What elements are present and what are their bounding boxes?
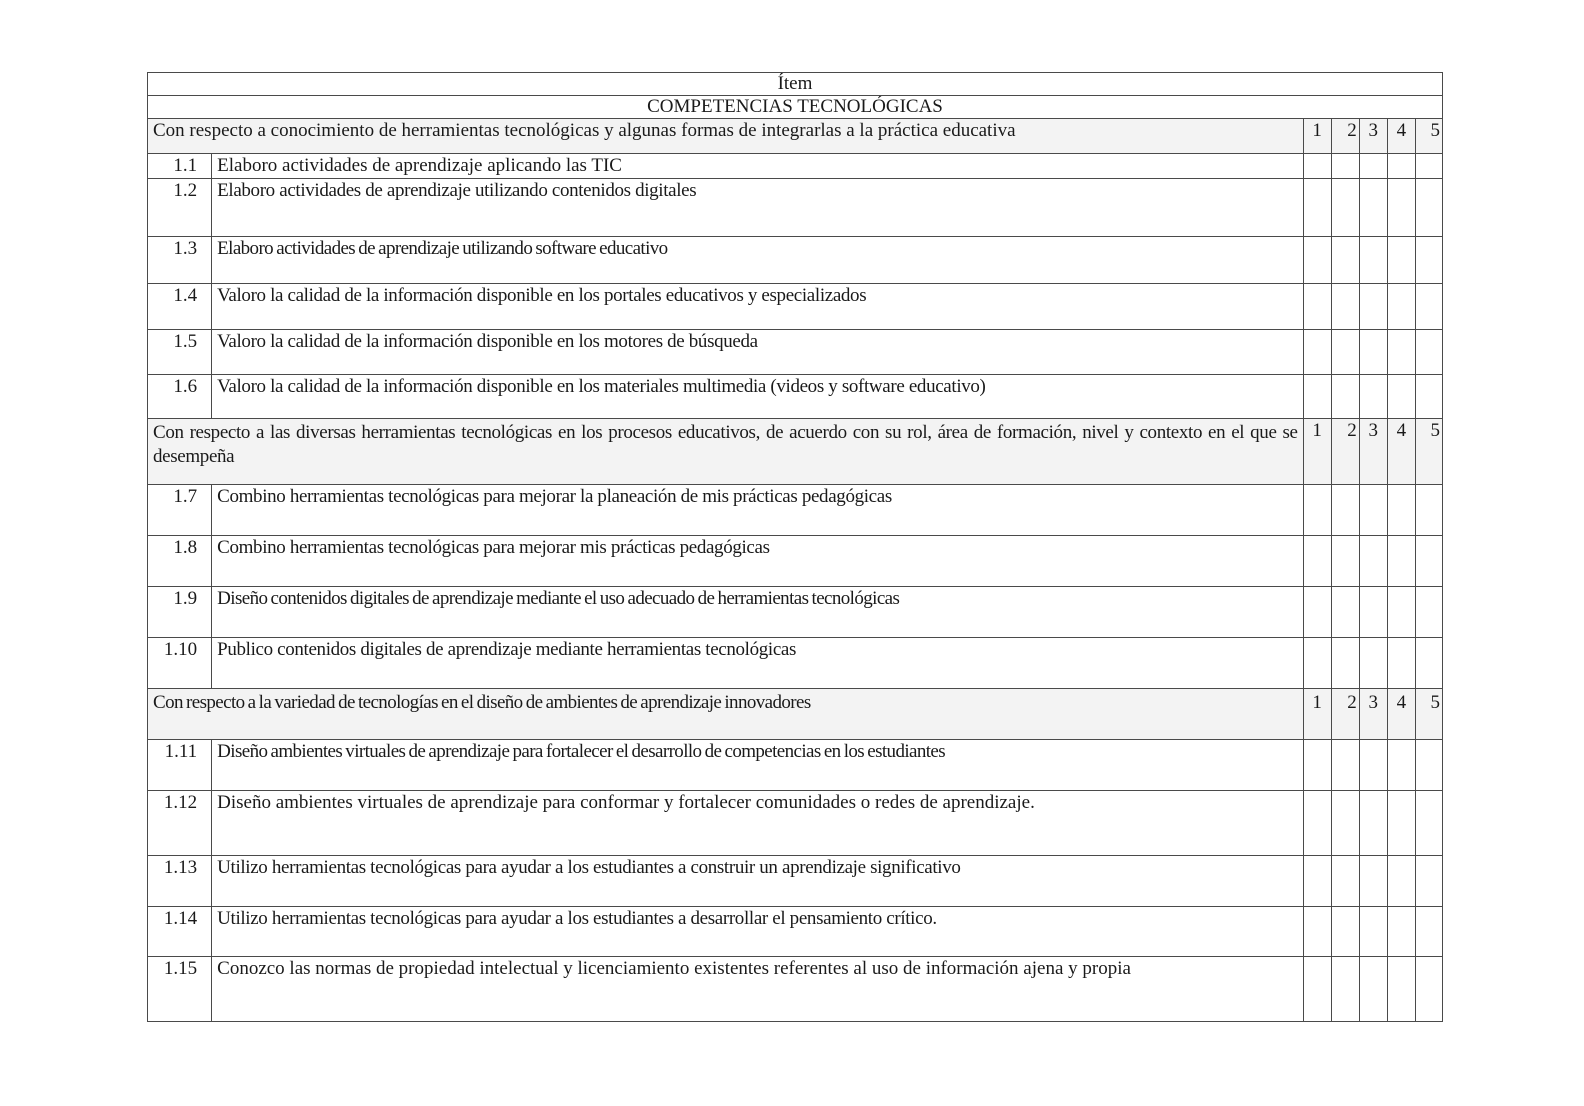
rating-cell-2[interactable] — [1331, 237, 1359, 284]
item-number: 1.15 — [148, 957, 212, 1022]
rating-cell-4[interactable] — [1387, 587, 1415, 638]
rating-cell-1[interactable] — [1303, 856, 1331, 907]
scale-label: 4 — [1387, 689, 1415, 740]
rating-cell-2[interactable] — [1331, 330, 1359, 375]
rating-cell-5[interactable] — [1415, 237, 1442, 284]
competencias-table — [147, 72, 1443, 1022]
scale-label: 5 — [1415, 419, 1442, 485]
rating-cell-2[interactable] — [1331, 179, 1359, 237]
rating-cell-4[interactable] — [1387, 536, 1415, 587]
rating-cell-2[interactable] — [1331, 154, 1359, 179]
scale-label: 1 — [1303, 419, 1331, 485]
rating-cell-2[interactable] — [1331, 375, 1359, 419]
rating-cell-2[interactable] — [1331, 957, 1359, 1022]
item-number: 1.11 — [148, 740, 212, 791]
item-text: Elaboro actividades de aprendizaje utilizando contenidos digitales — [212, 179, 1303, 237]
item-number: 1.12 — [148, 791, 212, 856]
rating-cell-3[interactable] — [1359, 957, 1387, 1022]
item-text: Utilizo herramientas tecnológicas para ayudar a los estudiantes a desarrollar el pensamiento crítico. — [212, 907, 1303, 957]
rating-cell-1[interactable] — [1303, 957, 1331, 1022]
rating-cell-2[interactable] — [1331, 907, 1359, 957]
rating-cell-5[interactable] — [1415, 587, 1442, 638]
rating-cell-2[interactable] — [1331, 284, 1359, 330]
table-title: COMPETENCIAS TECNOLÓGICAS — [148, 96, 1443, 119]
section-label: Con respecto a las diversas herramientas tecnológicas en los procesos educativos, de acuerdo con su rol, área de formación, nivel y contexto en el que se desempeña — [148, 419, 1304, 485]
rating-cell-5[interactable] — [1415, 330, 1442, 375]
item-row — [148, 485, 1443, 536]
item-row — [148, 587, 1443, 638]
rating-cell-5[interactable] — [1415, 791, 1442, 856]
item-row — [148, 907, 1443, 957]
rating-cell-4[interactable] — [1387, 740, 1415, 791]
rating-cell-5[interactable] — [1415, 740, 1442, 791]
rating-cell-4[interactable] — [1387, 154, 1415, 179]
item-row — [148, 638, 1443, 689]
item-text: Valoro la calidad de la información disponible en los materiales multimedia (videos y software educativo) — [212, 375, 1303, 419]
item-text: Conozco las normas de propiedad intelectual y licenciamiento existentes referentes al uso de información ajena y propia — [212, 957, 1303, 1022]
section-header-row — [148, 419, 1443, 485]
rating-cell-1[interactable] — [1303, 375, 1331, 419]
item-number: 1.1 — [148, 154, 212, 179]
item-text: Utilizo herramientas tecnológicas para ayudar a los estudiantes a construir un aprendizaje significativo — [212, 856, 1303, 907]
item-row — [148, 179, 1443, 237]
item-row — [148, 791, 1443, 856]
section-label: Con respecto a conocimiento de herramientas tecnológicas y algunas formas de integrarlas a la práctica educativa — [148, 119, 1304, 154]
rating-cell-5[interactable] — [1415, 536, 1442, 587]
scale-label: 2 — [1331, 419, 1359, 485]
rating-cell-2[interactable] — [1331, 740, 1359, 791]
section-header-row — [148, 119, 1443, 154]
rating-cell-3[interactable] — [1359, 330, 1387, 375]
rating-cell-2[interactable] — [1331, 485, 1359, 536]
rating-cell-3[interactable] — [1359, 536, 1387, 587]
scale-label: 4 — [1387, 119, 1415, 154]
item-row — [148, 856, 1443, 907]
rating-cell-4[interactable] — [1387, 791, 1415, 856]
rating-cell-5[interactable] — [1415, 485, 1442, 536]
item-number: 1.3 — [148, 237, 212, 284]
rating-cell-3[interactable] — [1359, 237, 1387, 284]
item-row — [148, 957, 1443, 1022]
rating-cell-1[interactable] — [1303, 330, 1331, 375]
item-text: Diseño contenidos digitales de aprendizaje mediante el uso adecuado de herramientas tecnológicas — [212, 587, 1303, 638]
rating-cell-4[interactable] — [1387, 907, 1415, 957]
scale-label: 1 — [1303, 689, 1331, 740]
item-text: Elaboro actividades de aprendizaje utilizando software educativo — [212, 237, 1303, 284]
scale-label: 3 — [1359, 419, 1387, 485]
rating-cell-4[interactable] — [1387, 856, 1415, 907]
item-text: Diseño ambientes virtuales de aprendizaje para fortalecer el desarrollo de competencias en los estudiantes — [212, 740, 1303, 791]
item-number: 1.4 — [148, 284, 212, 330]
rating-cell-5[interactable] — [1415, 179, 1442, 237]
rating-cell-1[interactable] — [1303, 179, 1331, 237]
rating-cell-4[interactable] — [1387, 375, 1415, 419]
item-number: 1.2 — [148, 179, 212, 237]
rating-cell-2[interactable] — [1331, 638, 1359, 689]
item-text: Combino herramientas tecnológicas para mejorar mis prácticas pedagógicas — [212, 536, 1303, 587]
item-row — [148, 536, 1443, 587]
rating-cell-3[interactable] — [1359, 791, 1387, 856]
rating-cell-3[interactable] — [1359, 740, 1387, 791]
rating-cell-1[interactable] — [1303, 587, 1331, 638]
item-row — [148, 237, 1443, 284]
rating-cell-3[interactable] — [1359, 179, 1387, 237]
rating-cell-3[interactable] — [1359, 638, 1387, 689]
rating-cell-4[interactable] — [1387, 485, 1415, 536]
rating-cell-1[interactable] — [1303, 154, 1331, 179]
scale-label: 3 — [1359, 689, 1387, 740]
item-number: 1.10 — [148, 638, 212, 689]
item-number: 1.14 — [148, 907, 212, 957]
rating-cell-3[interactable] — [1359, 856, 1387, 907]
rating-cell-5[interactable] — [1415, 284, 1442, 330]
item-text: Combino herramientas tecnológicas para mejorar la planeación de mis prácticas pedagógicas — [212, 485, 1303, 536]
item-number: 1.6 — [148, 375, 212, 419]
scale-label: 2 — [1331, 689, 1359, 740]
rating-cell-3[interactable] — [1359, 154, 1387, 179]
rating-cell-1[interactable] — [1303, 638, 1331, 689]
rating-cell-1[interactable] — [1303, 485, 1331, 536]
rating-cell-1[interactable] — [1303, 791, 1331, 856]
rating-cell-3[interactable] — [1359, 907, 1387, 957]
rating-cell-3[interactable] — [1359, 485, 1387, 536]
item-row — [148, 330, 1443, 375]
scale-label: 5 — [1415, 119, 1442, 154]
item-text: Elaboro actividades de aprendizaje aplicando las TIC — [212, 154, 1303, 179]
section-label: Con respecto a la variedad de tecnologías en el diseño de ambientes de aprendizaje innovadores — [148, 689, 1304, 740]
title-row — [148, 96, 1443, 119]
rating-cell-4[interactable] — [1387, 179, 1415, 237]
rating-cell-5[interactable] — [1415, 154, 1442, 179]
rating-cell-5[interactable] — [1415, 856, 1442, 907]
item-text: Publico contenidos digitales de aprendizaje mediante herramientas tecnológicas — [212, 638, 1303, 689]
rating-cell-4[interactable] — [1387, 638, 1415, 689]
rating-cell-2[interactable] — [1331, 536, 1359, 587]
section-header-row — [148, 689, 1443, 740]
rating-cell-3[interactable] — [1359, 375, 1387, 419]
rating-cell-1[interactable] — [1303, 237, 1331, 284]
scale-label: 1 — [1303, 119, 1331, 154]
rating-cell-3[interactable] — [1359, 284, 1387, 330]
item-row — [148, 740, 1443, 791]
item-number: 1.13 — [148, 856, 212, 907]
item-text: Diseño ambientes virtuales de aprendizaje para conformar y fortalecer comunidades o redes de aprendizaje. — [212, 791, 1303, 856]
rating-cell-2[interactable] — [1331, 856, 1359, 907]
rating-cell-5[interactable] — [1415, 907, 1442, 957]
item-number: 1.8 — [148, 536, 212, 587]
item-number: 1.9 — [148, 587, 212, 638]
item-header-row — [148, 73, 1443, 96]
item-text: Valoro la calidad de la información disponible en los portales educativos y especializados — [212, 284, 1303, 330]
scale-label: 3 — [1359, 119, 1387, 154]
rating-cell-5[interactable] — [1415, 957, 1442, 1022]
rating-cell-3[interactable] — [1359, 587, 1387, 638]
rating-cell-5[interactable] — [1415, 638, 1442, 689]
rating-cell-1[interactable] — [1303, 536, 1331, 587]
item-row — [148, 284, 1443, 330]
rating-cell-2[interactable] — [1331, 587, 1359, 638]
rating-cell-1[interactable] — [1303, 740, 1331, 791]
rating-cell-1[interactable] — [1303, 284, 1331, 330]
rating-cell-4[interactable] — [1387, 957, 1415, 1022]
rating-cell-5[interactable] — [1415, 375, 1442, 419]
rating-cell-2[interactable] — [1331, 791, 1359, 856]
rating-cell-1[interactable] — [1303, 907, 1331, 957]
scale-label: 2 — [1331, 119, 1359, 154]
rating-cell-4[interactable] — [1387, 284, 1415, 330]
rating-cell-4[interactable] — [1387, 237, 1415, 284]
item-text: Valoro la calidad de la información disponible en los motores de búsqueda — [212, 330, 1303, 375]
item-row — [148, 154, 1443, 179]
item-number: 1.5 — [148, 330, 212, 375]
scale-label: 4 — [1387, 419, 1415, 485]
item-number: 1.7 — [148, 485, 212, 536]
item-row — [148, 375, 1443, 419]
scale-label: 5 — [1415, 689, 1442, 740]
item-header-label: Ítem — [148, 73, 1443, 96]
rating-cell-4[interactable] — [1387, 330, 1415, 375]
